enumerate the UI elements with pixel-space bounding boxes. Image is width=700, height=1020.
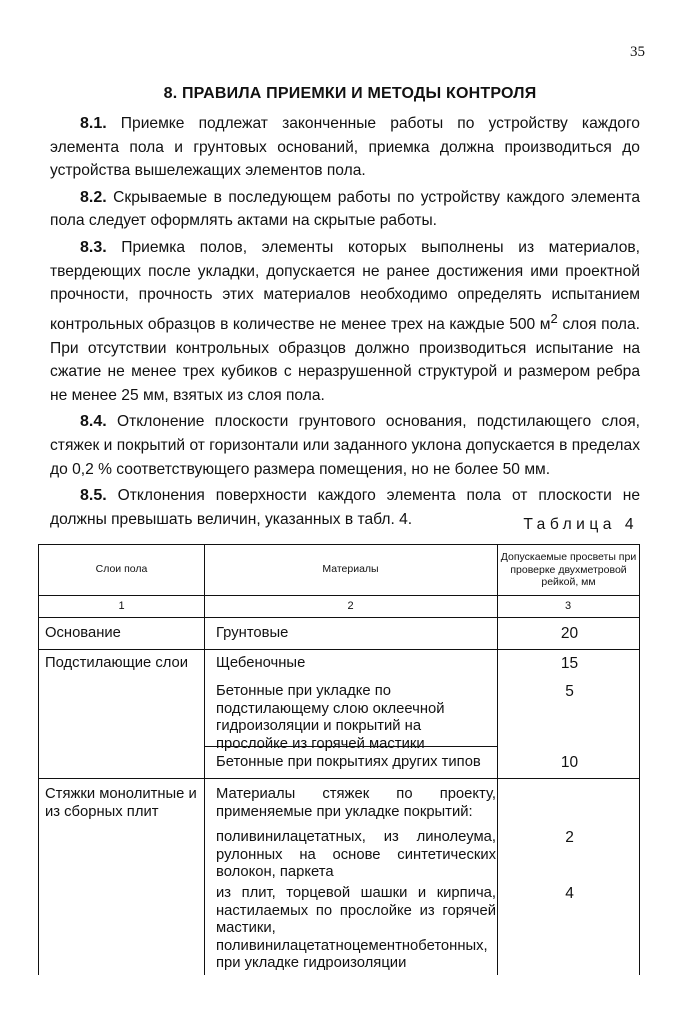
- header-layers: Слои пола: [95, 563, 148, 575]
- table-cell-value: 15: [560, 655, 579, 672]
- superscript: 2: [550, 310, 558, 326]
- table-cell-material: поливинилацетатных, из линолеума, рулонных на основе синтетических волокон, паркета: [216, 829, 496, 880]
- body-text: [50, 112, 640, 534]
- paragraph-8-2: [50, 186, 640, 233]
- row-divider: [39, 778, 639, 779]
- table-cell-layer: Основание: [45, 625, 121, 641]
- paragraph-8-3: [50, 236, 640, 407]
- table-cell-material: Бетонные при покрытиях других типов: [216, 754, 481, 770]
- table-cell-value: 20: [560, 625, 579, 642]
- paragraph-text-continued: слоя пола. При отсутствии контрольных образцов должно производиться испытание на сжатие не менее трех кубиков с неразрушенной структурой и размером ребра не менее 25 мм, взятых из слоя пола.: [50, 315, 640, 404]
- paragraph-8-1: [50, 112, 640, 183]
- paragraph-text: Скрываемые в последующем работы по устройству каждого элемента пола следует оформлять актами на скрытые работы.: [50, 188, 640, 230]
- table-cell-value: 5: [565, 683, 574, 700]
- row-divider: [39, 595, 639, 596]
- tolerance-table: [38, 544, 640, 975]
- paragraph-number: 8.3.: [80, 238, 107, 256]
- column-number: 3: [564, 600, 572, 612]
- paragraph-number: 8.2.: [80, 188, 107, 206]
- paragraph-8-4: [50, 410, 640, 481]
- table-cell-layer: Стяжки монолитные и из сборных плит: [45, 786, 197, 820]
- paragraph-text: Отклонение плоскости грунтового основания, подстилающего слоя, стяжек и покрытий от горизонтали или заданного уклона допускается в пределах до 0,2 % соответствующего размера помещения, но не более 50 мм.: [50, 413, 640, 478]
- table-cell-value: 4: [565, 885, 574, 902]
- table-cell-value: 2: [565, 829, 574, 846]
- table-cell-value: 10: [560, 754, 579, 771]
- row-divider: [39, 617, 639, 618]
- table-cell-material: Материалы стяжек по проекту, применяемые при укладке покрытий:: [216, 786, 496, 820]
- paragraph-text: Приемка полов, элементы которых выполнены из материалов, твердеющих после укладки, допускается не ранее достижения ими проектной прочности, прочность этих материалов необходимо определять испытанием контрольных образцов в количестве не менее трех на каждые 500 м: [50, 238, 640, 333]
- header-tolerance: Допускаемые просветы при проверке двухметровой рейкой, мм: [500, 551, 637, 588]
- table-cell-material: из плит, торцевой шашки и кирпича, настилаемых по прослойке из горячей мастики, поливинилацетатноцементнобетонных, при укладке гидроизоляции: [216, 885, 496, 971]
- paragraph-number: 8.5.: [80, 487, 107, 505]
- paragraph-number: 8.4.: [80, 413, 107, 431]
- column-number: 1: [118, 600, 125, 612]
- table-cell-material: Бетонные при укладке по подстилающему слою оклеечной гидроизоляции и покрытий на прослойке из горячей мастики: [216, 683, 445, 752]
- table-cell-layer: Подстилающие слои: [45, 655, 189, 671]
- table-cell-material: Грунтовые: [216, 625, 289, 641]
- column-number: 2: [347, 600, 354, 612]
- table-caption: Таблица 4: [523, 516, 638, 533]
- paragraph-number: 8.1.: [80, 115, 107, 132]
- header-materials: Материалы: [322, 563, 379, 575]
- row-divider: [39, 649, 639, 650]
- section-title: 8. ПРАВИЛА ПРИЕМКИ И МЕТОДЫ КОНТРОЛЯ: [163, 85, 537, 102]
- page-number: 35: [630, 44, 645, 60]
- table-cell-material: Щебеночные: [216, 655, 306, 671]
- paragraph-text: Приемке подлежат законченные работы по устройству каждого элемента пола и грунтовых оснований, приемка должна производиться до устройства вышележащих элементов пола.: [50, 115, 640, 180]
- paragraph-text: Отклонения поверхности каждого элемента пола от плоскости не должны превышать величин, указанных в табл. 4.: [50, 487, 640, 528]
